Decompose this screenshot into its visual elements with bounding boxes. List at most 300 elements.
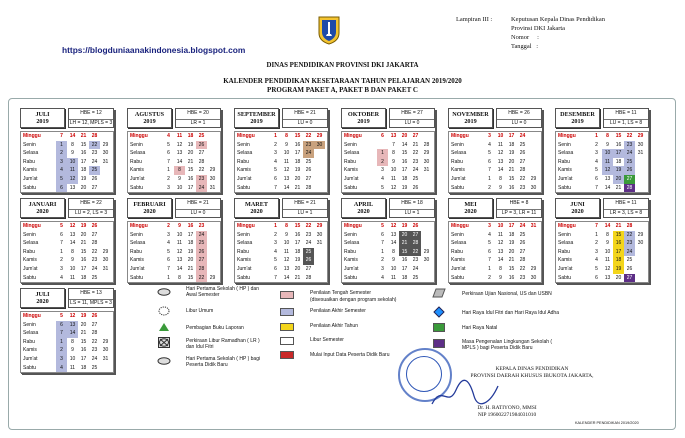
month-juli-2019 xyxy=(20,108,114,193)
day-cell xyxy=(100,166,111,175)
day-cell: 17 xyxy=(613,248,624,257)
day-cell: 21 xyxy=(80,330,87,337)
day-cell: 14 xyxy=(497,257,504,264)
day-cell: 4 xyxy=(274,158,277,165)
day-cell: 31 xyxy=(423,167,430,174)
day-cell: 23 xyxy=(412,257,419,264)
day-cell: 20 xyxy=(80,184,87,191)
day-row: Sabtu 4 11 18 25 xyxy=(21,274,113,283)
month-grid xyxy=(234,131,328,193)
day-row: Selasa 2 9 16 23 30 xyxy=(556,239,648,248)
day-cell: 5 xyxy=(488,240,491,247)
day-row: Senin 1 8 15 22 29 xyxy=(21,141,113,150)
day-row: Kamis 7 14 21 28 xyxy=(449,256,541,265)
day-cell: 23 xyxy=(519,184,526,191)
day-cell: 27 xyxy=(198,150,205,157)
day-cell: 18 xyxy=(615,158,622,165)
day-row: Selasa 7 14 21 28 xyxy=(21,329,113,338)
day-cell: 25 xyxy=(626,257,633,264)
day-cell: 27 xyxy=(196,256,207,265)
day-cell: 18 xyxy=(294,248,301,255)
day-cell: 1 xyxy=(167,167,170,174)
day-cell: 12 xyxy=(604,265,611,272)
day-row: Selasa 7 14 21 28 xyxy=(342,239,434,248)
day-cell: 30 xyxy=(637,141,644,148)
day-cell: 10 xyxy=(67,158,78,167)
day-cell: 15 xyxy=(399,248,410,257)
day-cell: 14 xyxy=(401,141,408,148)
day-cell: 11 xyxy=(390,175,397,182)
month-mei-2020 xyxy=(448,198,542,283)
month-grid xyxy=(127,221,221,283)
day-cell: 26 xyxy=(626,265,633,272)
circle-marker-icon-2 xyxy=(157,357,171,365)
day-cell: 6 xyxy=(60,231,63,238)
day-cell: 11 xyxy=(497,231,504,238)
day-cell: 4 xyxy=(56,166,67,175)
day-cell: 4 xyxy=(274,248,277,255)
day-cell: 28 xyxy=(519,167,526,174)
day-cell: 20 xyxy=(80,231,87,238)
month-oktober-2019 xyxy=(341,108,435,193)
day-cell: 25 xyxy=(303,248,314,257)
day-cell: 11 xyxy=(67,166,78,175)
day-row: Sabtu 4 11 18 25 xyxy=(342,274,434,283)
day-cell: 1 xyxy=(56,338,67,347)
day-cell: 15 xyxy=(508,175,515,182)
day-cell: 21 xyxy=(615,184,622,191)
month-juni-2020 xyxy=(555,198,649,283)
day-cell: 27 xyxy=(624,274,635,283)
day-cell: 20 xyxy=(294,175,301,182)
day-cell: 28 xyxy=(305,274,312,281)
day-cell: 26 xyxy=(91,175,98,182)
day-row: Rabu 4 11 18 25 xyxy=(235,158,327,167)
day-cell: 14 xyxy=(604,184,611,191)
day-cell: 14 xyxy=(67,329,78,338)
day-cell: 18 xyxy=(80,167,87,174)
hbe-box: HBE = 18 LU = 1 xyxy=(389,198,435,218)
day-cell: 26 xyxy=(303,256,314,265)
hbe-box: HBE = 21 LU = 0 xyxy=(282,108,328,128)
day-cell: 5 xyxy=(595,167,598,174)
day-cell: 24 xyxy=(412,167,419,174)
day-cell: 21 xyxy=(294,274,301,281)
day-cell: 13 xyxy=(69,231,76,238)
day-cell: 11 xyxy=(604,257,611,264)
day-cell: 4 xyxy=(595,158,598,165)
day-cell: 30 xyxy=(637,240,644,247)
day-cell: 3 xyxy=(381,167,384,174)
day-row: Selasa 5 12 19 26 xyxy=(449,149,541,158)
day-cell: 9 xyxy=(499,184,502,191)
day-cell: 8 xyxy=(71,248,74,255)
day-row: Senin 4 11 18 25 xyxy=(449,231,541,240)
day-cell: 29 xyxy=(209,274,216,281)
day-cell: 11 xyxy=(497,141,504,148)
hbe-box: HBE = 13 LS = 11, MPLS = 3 xyxy=(68,288,114,308)
day-cell: 31 xyxy=(102,265,109,272)
day-cell: 29 xyxy=(637,231,644,238)
circle-marker-icon xyxy=(157,288,171,296)
day-row: Senin 2 9 16 23 30 xyxy=(235,141,327,150)
day-cell: 4 xyxy=(60,274,63,281)
month-name: AGUSTUS 2019 xyxy=(127,108,172,128)
day-row: Rabu 3 10 17 24 31 xyxy=(21,158,113,167)
day-row: Sabtu 2 9 16 23 30 xyxy=(449,184,541,193)
month-desember-2019 xyxy=(555,108,649,193)
day-cell: 25 xyxy=(412,274,419,281)
day-cell: 11 xyxy=(283,158,290,165)
day-cell: 19 xyxy=(187,141,194,148)
day-cell: 27 xyxy=(519,248,526,255)
day-cell: 12 xyxy=(602,166,613,175)
day-cell: 6 xyxy=(274,175,277,182)
day-cell: 2 xyxy=(377,158,388,167)
day-cell: 17 xyxy=(187,231,194,238)
day-cell: 19 xyxy=(613,265,624,274)
hbe-box: HBE = 12 LH = 12, MPLS = 3 xyxy=(68,108,114,128)
hbe-box: HBE = 20 LR = 1 xyxy=(175,108,221,128)
day-cell: 28 xyxy=(91,330,98,337)
minggu-row: Minggu 1 8 15 22 29 xyxy=(558,133,644,139)
day-cell: 16 xyxy=(615,141,622,148)
day-cell: 16 xyxy=(80,347,87,354)
month-name: JANUARI 2020 xyxy=(20,198,65,218)
day-cell: 30 xyxy=(423,158,430,165)
day-cell: 5 xyxy=(274,257,277,264)
day-cell: 6 xyxy=(56,184,67,193)
hbe-box: HBE = 21 LU = 0 xyxy=(175,198,221,218)
day-cell: 29 xyxy=(423,248,430,255)
day-row: Kamis 5 12 19 26 xyxy=(556,166,648,175)
day-cell: 7 xyxy=(392,141,395,148)
day-cell: 3 xyxy=(595,150,598,157)
day-row: Kamis 3 10 17 24 31 xyxy=(342,166,434,175)
month-grid xyxy=(127,131,221,193)
day-cell: 23 xyxy=(624,239,635,248)
day-cell: 14 xyxy=(176,265,183,272)
day-cell: 14 xyxy=(176,158,183,165)
day-cell: 16 xyxy=(80,150,87,157)
day-cell: 19 xyxy=(294,167,301,174)
day-cell: 20 xyxy=(615,274,622,281)
day-cell: 14 xyxy=(283,274,290,281)
day-cell: 21 xyxy=(294,184,301,191)
day-row: Jum'at 2 9 16 23 30 xyxy=(128,175,220,184)
day-cell: 17 xyxy=(294,240,301,247)
day-cell: 12 xyxy=(283,167,290,174)
day-row: Kamis 6 13 20 27 xyxy=(128,256,220,265)
day-row: Senin 2 9 16 23 30 xyxy=(235,231,327,240)
day-row: Jum'at 3 10 17 24 xyxy=(342,265,434,274)
day-cell: 13 xyxy=(604,274,611,281)
day-cell: 13 xyxy=(604,175,611,182)
day-cell: 7 xyxy=(167,265,170,272)
day-cell: 19 xyxy=(401,184,408,191)
month-agustus-2019 xyxy=(127,108,221,193)
day-row: Kamis 2 9 16 23 30 xyxy=(21,256,113,265)
minggu-row: Minggu 5 12 19 26 xyxy=(23,223,98,229)
day-cell xyxy=(377,141,388,150)
day-cell: 9 xyxy=(71,257,74,264)
day-row: Kamis 5 12 19 26 xyxy=(235,166,327,175)
day-cell: 19 xyxy=(508,240,515,247)
day-cell: 22 xyxy=(198,167,205,174)
day-cell: 11 xyxy=(69,364,76,371)
day-cell: 8 xyxy=(174,166,185,175)
lampiran-block: Lampiran III : Keputusan Kepala Dinas Pendidikan Provinsi DKI Jakarta Nomor : Tanggal : xyxy=(456,16,605,50)
day-cell: 23 xyxy=(303,141,314,150)
day-cell: 3 xyxy=(274,150,277,157)
day-row: Senin 2 9 16 23 30 xyxy=(556,141,648,150)
day-row: Jum'at 5 12 19 26 xyxy=(21,175,113,184)
day-cell: 31 xyxy=(316,240,323,247)
day-row: Sabtu 7 14 21 28 xyxy=(235,274,327,283)
day-row: Kamis 4 11 18 25 xyxy=(556,256,648,265)
day-cell: 3 xyxy=(595,248,598,255)
month-name: APRIL 2020 xyxy=(341,198,386,218)
day-cell: 20 xyxy=(613,175,624,184)
day-cell: 24 xyxy=(196,184,207,193)
day-cell: 9 xyxy=(71,347,74,354)
signature-block: KEPALA DINAS PENDIDIKAN PROVINSI DAERAH KHUSUS IBUKOTA JAKARTA, xyxy=(470,366,594,379)
month-februari-2020 xyxy=(127,198,221,283)
day-cell: 13 xyxy=(283,175,290,182)
day-cell: 8 xyxy=(71,338,74,345)
day-cell: 22 xyxy=(412,150,419,157)
day-cell: 3 xyxy=(60,265,63,272)
day-cell: 27 xyxy=(305,265,312,272)
day-cell: 11 xyxy=(69,274,76,281)
day-cell: 6 xyxy=(381,231,384,238)
signatory: Dr. H. RATIYONO, MMSI NIP 196002271984031010 xyxy=(477,405,537,418)
day-cell: 17 xyxy=(80,355,87,362)
minggu-row: Minggu 4 11 18 25 xyxy=(130,133,205,139)
day-cell: 7 xyxy=(274,184,277,191)
day-cell: 5 xyxy=(381,184,384,191)
day-cell: 3 xyxy=(56,158,67,167)
day-cell: 21 xyxy=(508,167,515,174)
calendar-title: KALENDER PENDIDIKAN KESETARAAN TAHUN PELAJARAN 2019/2020 xyxy=(223,77,462,85)
day-cell: 1 xyxy=(377,149,388,158)
day-cell: 13 xyxy=(176,257,183,264)
day-cell: 9 xyxy=(392,158,395,165)
day-cell: 29 xyxy=(102,141,109,148)
day-cell: 13 xyxy=(497,158,504,165)
day-cell: 19 xyxy=(613,166,624,175)
day-cell: 19 xyxy=(508,150,515,157)
day-row: Kamis 1 8 15 22 29 xyxy=(128,166,220,175)
day-cell: 10 xyxy=(176,184,183,191)
day-cell: 6 xyxy=(595,175,598,182)
day-cell: 19 xyxy=(294,257,301,264)
day-cell: 24 xyxy=(303,149,314,158)
dki-jakarta-emblem xyxy=(317,15,341,45)
day-cell: 18 xyxy=(508,231,515,238)
day-cell: 21 xyxy=(412,141,419,148)
day-cell: 26 xyxy=(196,248,207,257)
month-september-2019 xyxy=(234,108,328,193)
month-grid xyxy=(555,221,649,283)
day-cell: 17 xyxy=(80,265,87,272)
day-row: Jum'at 4 11 18 25 xyxy=(342,175,434,184)
day-row: Kamis 2 9 16 23 30 xyxy=(21,346,113,355)
minggu-row: Minggu 2 9 16 23 xyxy=(130,223,205,229)
day-cell: 4 xyxy=(167,240,170,247)
day-cell: 21 xyxy=(80,240,87,247)
day-cell: 20 xyxy=(294,265,301,272)
day-row: Sabtu 5 12 19 26 xyxy=(342,184,434,193)
day-cell: 18 xyxy=(401,175,408,182)
month-grid xyxy=(234,221,328,283)
month-name: NOVEMBER 2019 xyxy=(448,108,493,128)
month-november-2019 xyxy=(448,108,542,193)
day-cell: 26 xyxy=(412,184,419,191)
day-row: Sabtu 6 13 20 27 xyxy=(21,184,113,193)
day-cell: 31 xyxy=(637,150,644,157)
day-cell: 7 xyxy=(381,240,384,247)
month-januari-2020 xyxy=(20,198,114,283)
day-cell: 10 xyxy=(602,149,613,158)
month-name: JUNI 2020 xyxy=(555,198,600,218)
day-cell: 12 xyxy=(283,257,290,264)
day-cell: 9 xyxy=(392,257,395,264)
day-cell: 30 xyxy=(102,347,109,354)
day-row: Senin 3 10 17 24 xyxy=(128,231,220,240)
day-cell: 17 xyxy=(401,265,408,272)
day-cell: 2 xyxy=(274,231,277,238)
day-row: Sabtu 7 14 21 28 xyxy=(556,184,648,193)
day-cell: 9 xyxy=(178,175,181,182)
day-cell: 30 xyxy=(530,274,537,281)
day-row: Jum'at 1 8 15 22 29 xyxy=(449,175,541,184)
day-cell: 30 xyxy=(102,150,109,157)
day-cell: 8 xyxy=(499,265,502,272)
day-cell: 28 xyxy=(410,239,421,248)
day-cell: 2 xyxy=(167,175,170,182)
day-cell: 7 xyxy=(595,184,598,191)
day-cell: 4 xyxy=(488,141,491,148)
day-cell: 22 xyxy=(91,248,98,255)
day-cell: 1 xyxy=(60,248,63,255)
day-cell: 21 xyxy=(508,257,515,264)
month-name: FEBRUARI 2020 xyxy=(127,198,172,218)
day-cell: 5 xyxy=(167,141,170,148)
day-cell: 12 xyxy=(390,184,397,191)
month-name: MARET 2020 xyxy=(234,198,279,218)
day-cell: 24 xyxy=(196,231,207,240)
day-cell: 23 xyxy=(196,175,207,184)
day-cell: 21 xyxy=(399,239,410,248)
day-cell: 2 xyxy=(56,149,67,158)
day-row: Rabu 6 13 20 27 xyxy=(449,158,541,167)
day-cell: 24 xyxy=(624,248,635,257)
day-cell: 24 xyxy=(412,265,419,272)
day-row: Selasa 3 10 17 24 31 xyxy=(556,149,648,158)
org-title: DINAS PENDIDIKAN PROVINSI DKI JAKARTA xyxy=(266,62,419,69)
day-cell: 25 xyxy=(519,231,526,238)
day-cell: 4 xyxy=(381,274,384,281)
month-grid xyxy=(341,131,435,193)
day-cell: 18 xyxy=(294,158,301,165)
month-grid xyxy=(448,221,542,283)
day-cell: 13 xyxy=(390,231,397,238)
day-row: Sabtu 1 8 15 22 29 xyxy=(128,274,220,283)
day-cell: 30 xyxy=(423,257,430,264)
day-cell: 15 xyxy=(187,274,194,281)
day-cell: 1 xyxy=(488,265,491,272)
month-name: MEI 2020 xyxy=(448,198,493,218)
day-cell: 27 xyxy=(410,231,421,240)
day-cell: 27 xyxy=(91,321,98,328)
day-row: Kamis 4 11 18 25 xyxy=(21,166,113,175)
day-cell: 15 xyxy=(80,248,87,255)
day-cell: 15 xyxy=(613,231,624,240)
day-cell: 16 xyxy=(508,274,515,281)
day-cell: 27 xyxy=(305,175,312,182)
day-row: Sabtu 3 10 17 24 31 xyxy=(128,184,220,193)
day-cell: 20 xyxy=(508,248,515,255)
day-cell: 28 xyxy=(196,265,207,274)
day-cell: 26 xyxy=(624,166,635,175)
day-cell: 24 xyxy=(624,149,635,158)
day-cell: 16 xyxy=(294,141,301,148)
cross-circle-icon xyxy=(158,337,170,348)
day-cell: 9 xyxy=(285,141,288,148)
day-cell: 29 xyxy=(209,167,216,174)
day-row: Jum'at 7 14 21 28 xyxy=(128,265,220,274)
month-grid xyxy=(20,131,114,193)
day-cell: 29 xyxy=(530,265,537,272)
parallelogram-icon xyxy=(432,288,446,298)
minggu-row: Minggu 5 12 19 26 xyxy=(344,223,419,229)
day-cell: 27 xyxy=(91,231,98,238)
day-row: Sabtu 7 14 21 28 xyxy=(235,184,327,193)
day-cell: 26 xyxy=(305,167,312,174)
day-cell: 18 xyxy=(80,364,87,371)
blog-url[interactable]: https://blogduniaanakindonesia.blogspot.com xyxy=(62,45,246,55)
day-cell: 31 xyxy=(102,355,109,362)
day-row: Selasa 7 14 21 28 xyxy=(21,239,113,248)
diamond-icon xyxy=(433,306,445,318)
day-cell: 12 xyxy=(497,240,504,247)
month-maret-2020 xyxy=(234,198,328,283)
day-cell: 29 xyxy=(102,338,109,345)
day-row: Selasa 5 12 19 26 xyxy=(449,239,541,248)
day-cell: 28 xyxy=(305,184,312,191)
day-cell: 16 xyxy=(401,257,408,264)
day-cell: 17 xyxy=(80,158,87,165)
month-name: SEPTEMBER 2019 xyxy=(234,108,279,128)
triangle-icon xyxy=(158,322,170,332)
day-row: Jum'at 6 13 20 27 xyxy=(235,265,327,274)
month-grid xyxy=(20,221,114,283)
day-row: Selasa 6 13 20 27 xyxy=(128,149,220,158)
day-row: Jum'at 3 10 17 24 31 xyxy=(21,355,113,364)
day-cell: 22 xyxy=(624,231,635,240)
minggu-row: Minggu 3 10 17 24 xyxy=(451,133,526,139)
day-cell: 1 xyxy=(595,231,598,238)
day-cell: 5 xyxy=(488,150,491,157)
day-cell: 15 xyxy=(80,141,87,148)
day-cell: 30 xyxy=(530,184,537,191)
minggu-row: Minggu 7 14 21 28 xyxy=(558,223,633,229)
day-cell: 10 xyxy=(176,231,183,238)
minggu-row: Minggu 1 8 15 22 29 xyxy=(237,223,323,229)
day-cell: 5 xyxy=(274,167,277,174)
day-cell: 16 xyxy=(80,257,87,264)
